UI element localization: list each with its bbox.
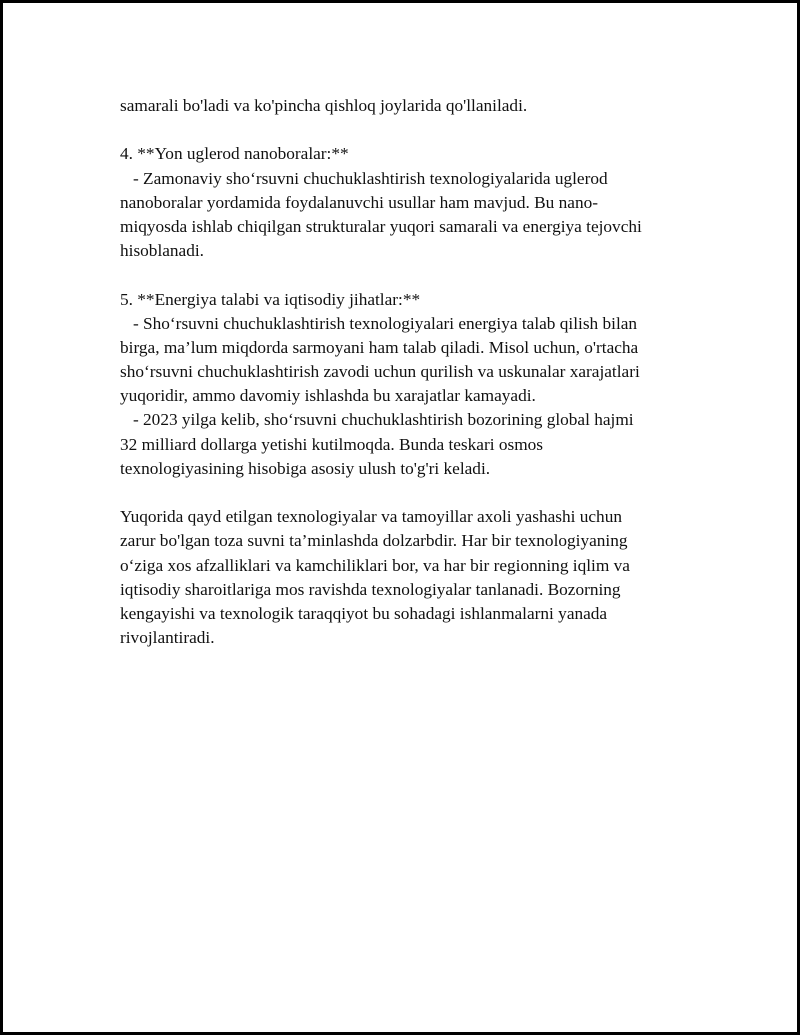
section-carbon-nanoborals — [120, 142, 690, 263]
text-line: 32 milliard dollarga yetishi kutilmoqda. Bunda teskari osmos — [120, 434, 544, 454]
text-line: texnologiyasining hisobiga asosiy ulush to'g'ri keladi. — [120, 458, 491, 478]
text-line: kengayishi va texnologik taraqqiyot bu sohadagi ishlanmalarni yanada — [120, 603, 608, 623]
text-line: sho‘rsuvni chuchuklashtirish zavodi uchun qurilish va uskunalar xarajatlari — [120, 362, 640, 382]
text-line: hisoblanadi. — [120, 241, 204, 261]
text-line: Yuqorida qayd etilgan texnologiyalar va tamoyillar axoli yashashi uchun — [120, 507, 622, 527]
paragraph-gap — [120, 481, 690, 505]
text-line: - 2023 yilga kelib, sho‘rsuvni chuchuklashtirish bozorining global hajmi — [120, 410, 634, 430]
text-line: zarur bo'lgan toza suvni ta’minlashda dolzarbdir. Har bir texnologiyaning — [120, 531, 628, 551]
paragraph-gap — [120, 263, 690, 287]
text-line: - Zamonaviy sho‘rsuvni chuchuklashtirish texnologiyalarida uglerod — [120, 168, 608, 188]
text-line: birga, ma’lum miqdorda sarmoyani ham talab qiladi. Misol uchun, o'rtacha — [120, 337, 639, 357]
section-heading: 4. **Yon uglerod nanoboralar:** — [120, 144, 349, 164]
conclusion-paragraph — [120, 505, 690, 650]
text-line: o‘ziga xos afzalliklari va kamchiliklari bor, va har bir regionning iqlim va — [120, 555, 630, 575]
paragraph-continuation — [120, 94, 690, 118]
section-heading: 5. **Energiya talabi va iqtisodiy jihatlar:** — [120, 289, 421, 309]
text-line: nanoboralar yordamida foydalanuvchi usullar ham mavjud. Bu nano- — [120, 192, 598, 212]
section-energy-economics — [120, 288, 690, 482]
text-line: iqtisodiy sharoitlariga mos ravishda texnologiyalar tanlanadi. Bozorning — [120, 579, 621, 599]
document-body — [120, 94, 690, 650]
text-line: yuqoridir, ammo davomiy ishlashda bu xarajatlar kamayadi. — [120, 386, 536, 406]
text-line: - Sho‘rsuvni chuchuklashtirish texnologiyalari energiya talab qilish bilan — [120, 313, 638, 333]
text-line: rivojlantiradi. — [120, 628, 215, 648]
text-line: miqyosda ishlab chiqilgan strukturalar yuqori samarali va energiya tejovchi — [120, 216, 642, 236]
text-line: samarali bo'ladi va ko'pincha qishloq joylarida qo'llaniladi. — [120, 96, 528, 115]
paragraph-gap — [120, 118, 690, 142]
